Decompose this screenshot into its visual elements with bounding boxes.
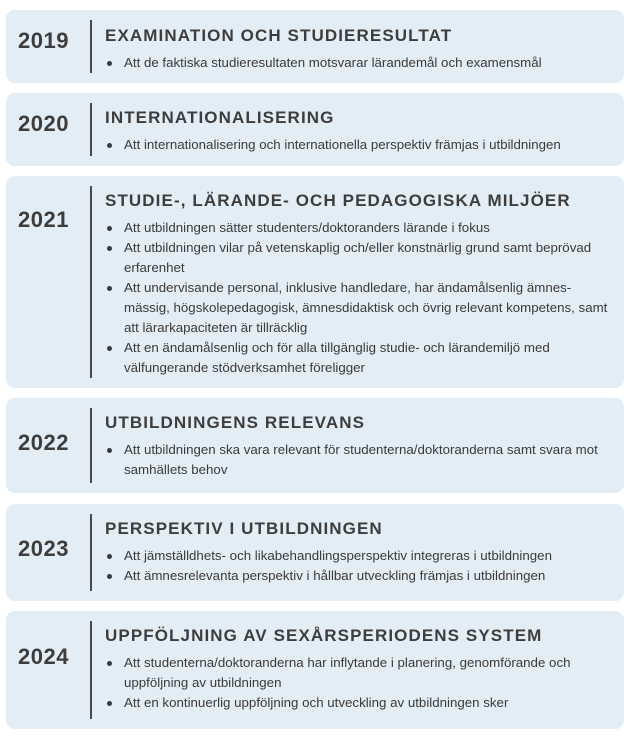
bullet-item: Att jämställdhets- och likabehandlingsperspektiv integreras i utbildningen bbox=[105, 546, 616, 566]
card-title: EXAMINATION OCH STUDIERESULTAT bbox=[105, 26, 453, 45]
card-content bbox=[105, 190, 616, 378]
card-content bbox=[105, 518, 616, 586]
timeline-card-2020 bbox=[6, 93, 624, 166]
bullet-item: Att utbildningen sätter studenters/doktoranders lärande i fokus bbox=[105, 218, 616, 238]
card-title: INTERNATIONALISERING bbox=[105, 108, 335, 127]
bullet-item: Att studenterna/doktoranderna har inflytande i planering, genomförande och uppföljning av utbildningen bbox=[105, 653, 616, 693]
timeline-card-2019 bbox=[6, 10, 624, 83]
divider-line bbox=[90, 408, 92, 483]
bullet-list bbox=[105, 653, 616, 713]
year-label: 2024 bbox=[18, 644, 69, 669]
year-label: 2021 bbox=[18, 207, 69, 232]
card-title: STUDIE-, LÄRANDE- OCH PEDAGOGISKA MILJÖER bbox=[105, 191, 571, 210]
bullet-item: Att utbildningen vilar på vetenskaplig och/eller konstnärlig grund samt beprövad erfarenhet bbox=[105, 238, 616, 278]
bullet-item: Att internationalisering och internationella perspektiv främjas i utbildningen bbox=[105, 135, 616, 155]
bullet-list bbox=[105, 546, 616, 586]
bullet-item: Att utbildningen ska vara relevant för studenterna/doktoranderna samt svara mot samhällets behov bbox=[105, 440, 616, 480]
year-label: 2022 bbox=[18, 430, 69, 455]
card-title: UPPFÖLJNING AV SEXÅRSPERIODENS SYSTEM bbox=[105, 626, 543, 645]
divider-line bbox=[90, 103, 92, 156]
timeline-card-2022 bbox=[6, 398, 624, 493]
bullet-item: Att de faktiska studieresultaten motsvarar lärandemål och examensmål bbox=[105, 53, 616, 73]
bullet-list bbox=[105, 440, 616, 480]
year-label: 2019 bbox=[18, 28, 69, 53]
card-content bbox=[105, 107, 616, 155]
bullet-item: Att undervisande personal, inklusive handledare, har ändamålsenlig ämnes-mässig, högskolepedagogisk, ämnesdidaktisk och övrig relevant kompetens, samt att lärarkapaciteten är tillräcklig bbox=[105, 278, 616, 338]
divider-line bbox=[90, 621, 92, 719]
timeline-card-2021 bbox=[6, 176, 624, 388]
year-label: 2023 bbox=[18, 536, 69, 561]
card-content bbox=[105, 25, 616, 73]
divider-line bbox=[90, 186, 92, 378]
card-title: UTBILDNINGENS RELEVANS bbox=[105, 413, 366, 432]
timeline-card-2023 bbox=[6, 504, 624, 601]
bullet-list bbox=[105, 53, 616, 73]
card-content bbox=[105, 625, 616, 713]
bullet-item: Att en kontinuerlig uppföljning och utveckling av utbildningen sker bbox=[105, 693, 616, 713]
card-content bbox=[105, 412, 616, 480]
bullet-list bbox=[105, 218, 616, 378]
year-label: 2020 bbox=[18, 111, 69, 136]
bullet-item: Att ämnesrelevanta perspektiv i hållbar utveckling främjas i utbildningen bbox=[105, 566, 616, 586]
bullet-list bbox=[105, 135, 616, 155]
timeline-card-2024 bbox=[6, 611, 624, 729]
divider-line bbox=[90, 20, 92, 73]
card-title: PERSPEKTIV I UTBILDNINGEN bbox=[105, 519, 383, 538]
bullet-item: Att en ändamålsenlig och för alla tillgänglig studie- och lärandemiljö med välfungerande stödverksamhet föreligger bbox=[105, 338, 616, 378]
divider-line bbox=[90, 514, 92, 591]
